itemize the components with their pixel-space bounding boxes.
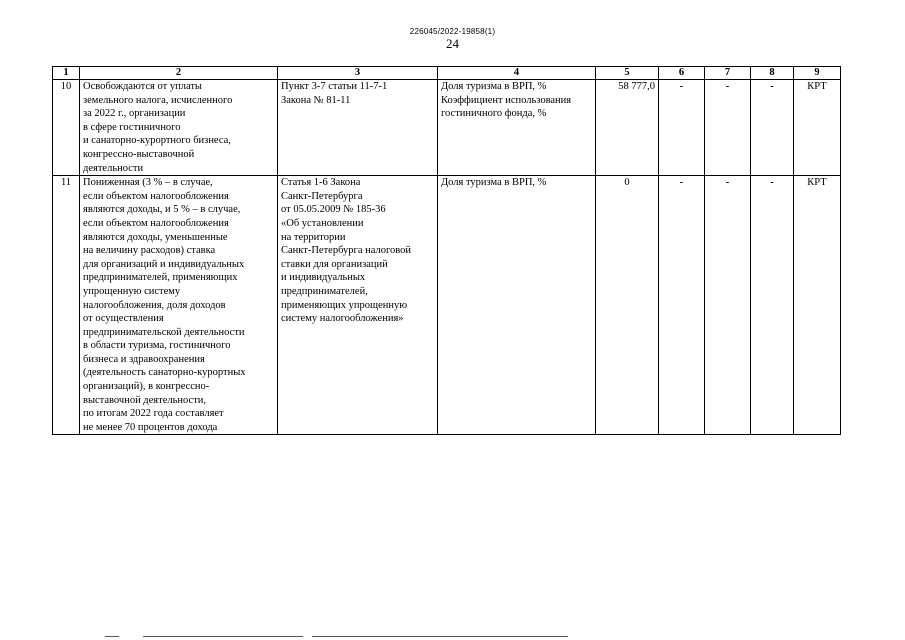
text-line: Коэффициент использования xyxy=(441,94,572,106)
text-line: являются доходы, и 5 % – в случае, xyxy=(83,204,241,216)
document-id: 226045/2022-19858(1) xyxy=(409,27,496,36)
value-cell: 0 xyxy=(596,176,659,435)
text-line: ставки для организаций xyxy=(281,258,388,270)
header-cell-3: 3 xyxy=(278,67,438,80)
header-cell-6: 6 xyxy=(659,67,705,80)
text-line: на величину расходов) ставка xyxy=(83,245,216,257)
text-line: в области туризма, гостиничного xyxy=(83,340,231,352)
text-line: Закона № 81-11 xyxy=(281,94,351,106)
header-cell-9: 9 xyxy=(794,67,841,80)
text-line: гостиничного фонда, % xyxy=(441,108,547,120)
value-cell: - xyxy=(705,80,751,176)
legal-basis xyxy=(278,80,438,176)
indicator xyxy=(438,176,596,435)
text-line: «Об установлении xyxy=(281,217,364,229)
footer-divider xyxy=(105,636,119,637)
measure-description xyxy=(80,176,278,435)
header-cell-8: 8 xyxy=(751,67,794,80)
header-row xyxy=(53,67,841,80)
text-line: не менее 70 процентов дохода xyxy=(83,421,218,433)
text-line: предпринимательской деятельности xyxy=(83,326,245,338)
header-cell-5: 5 xyxy=(596,67,659,80)
text-line: от 05.05.2009 № 185-36 xyxy=(281,204,386,216)
text-line: Статья 1-6 Закона xyxy=(281,177,361,189)
text-line: конгрессно-выставочной xyxy=(83,148,195,160)
value-cell: - xyxy=(705,176,751,435)
text-line: предпринимателей, xyxy=(281,285,368,297)
text-line: применяющих упрощенную xyxy=(281,299,408,311)
text-line: Доля туризма в ВРП, % xyxy=(441,177,547,189)
text-line: Санкт-Петербурга xyxy=(281,190,363,202)
text-line: если объектом налогообложения xyxy=(83,217,229,229)
text-line: предпринимателей, применяющих xyxy=(83,272,238,284)
text-line: налогообложения, доля доходов xyxy=(83,299,226,311)
text-line: бизнеса и здравоохранения xyxy=(83,353,205,365)
text-line: выставочной деятельности, xyxy=(83,394,207,406)
text-line: деятельности xyxy=(83,162,144,174)
text-line: если объектом налогообложения xyxy=(83,190,229,202)
table-row xyxy=(53,176,841,435)
text-line: за 2022 г., организации xyxy=(83,108,186,120)
text-line: Освобождаются от уплаты xyxy=(83,81,202,92)
text-line: Пункт 3-7 статьи 11-7-1 xyxy=(281,81,388,92)
text-line: являются доходы, уменьшенные xyxy=(83,231,228,243)
text-line: на территории xyxy=(281,231,346,243)
category-cell: КРТ xyxy=(794,176,841,435)
text-line: от осуществления xyxy=(83,313,164,325)
value-cell: - xyxy=(751,80,794,176)
header-cell-4: 4 xyxy=(438,67,596,80)
legal-basis xyxy=(278,176,438,435)
value-cell: - xyxy=(751,176,794,435)
value-cell: 58 777,0 xyxy=(596,80,659,176)
text-line: и санаторно-курортного бизнеса, xyxy=(83,135,231,147)
row-number: 10 xyxy=(53,80,80,176)
text-line: (деятельность санаторно-курортных xyxy=(83,367,246,379)
row-number: 11 xyxy=(53,176,80,435)
text-line: Доля туризма в ВРП, % xyxy=(441,81,547,92)
text-line: организаций), в конгрессно- xyxy=(83,381,210,393)
header-cell-2: 2 xyxy=(80,67,278,80)
text-line: по итогам 2022 года составляет xyxy=(83,408,224,420)
text-line: систему налогообложения» xyxy=(281,313,404,325)
footer-divider xyxy=(143,636,303,637)
text-line: земельного налога, исчисленного xyxy=(83,94,233,106)
text-line: в сфере гостиничного xyxy=(83,121,181,133)
value-cell: - xyxy=(659,80,705,176)
data-table xyxy=(52,66,841,435)
text-line: и индивидуальных xyxy=(281,272,366,284)
header-cell-1: 1 xyxy=(53,67,80,80)
indicator xyxy=(438,80,596,176)
text-line: Пониженная (3 % – в случае, xyxy=(83,177,213,189)
table-row xyxy=(53,80,841,176)
measure-description xyxy=(80,80,278,176)
header-cell-7: 7 xyxy=(705,67,751,80)
page-number: 24 xyxy=(446,36,459,51)
text-line: упрощенную систему xyxy=(83,285,181,297)
category-cell: КРТ xyxy=(794,80,841,176)
value-cell: - xyxy=(659,176,705,435)
footer-divider xyxy=(312,636,568,637)
text-line: для организаций и индивидуальных xyxy=(83,258,245,270)
text-line: Санкт-Петербурга налоговой xyxy=(281,245,412,257)
